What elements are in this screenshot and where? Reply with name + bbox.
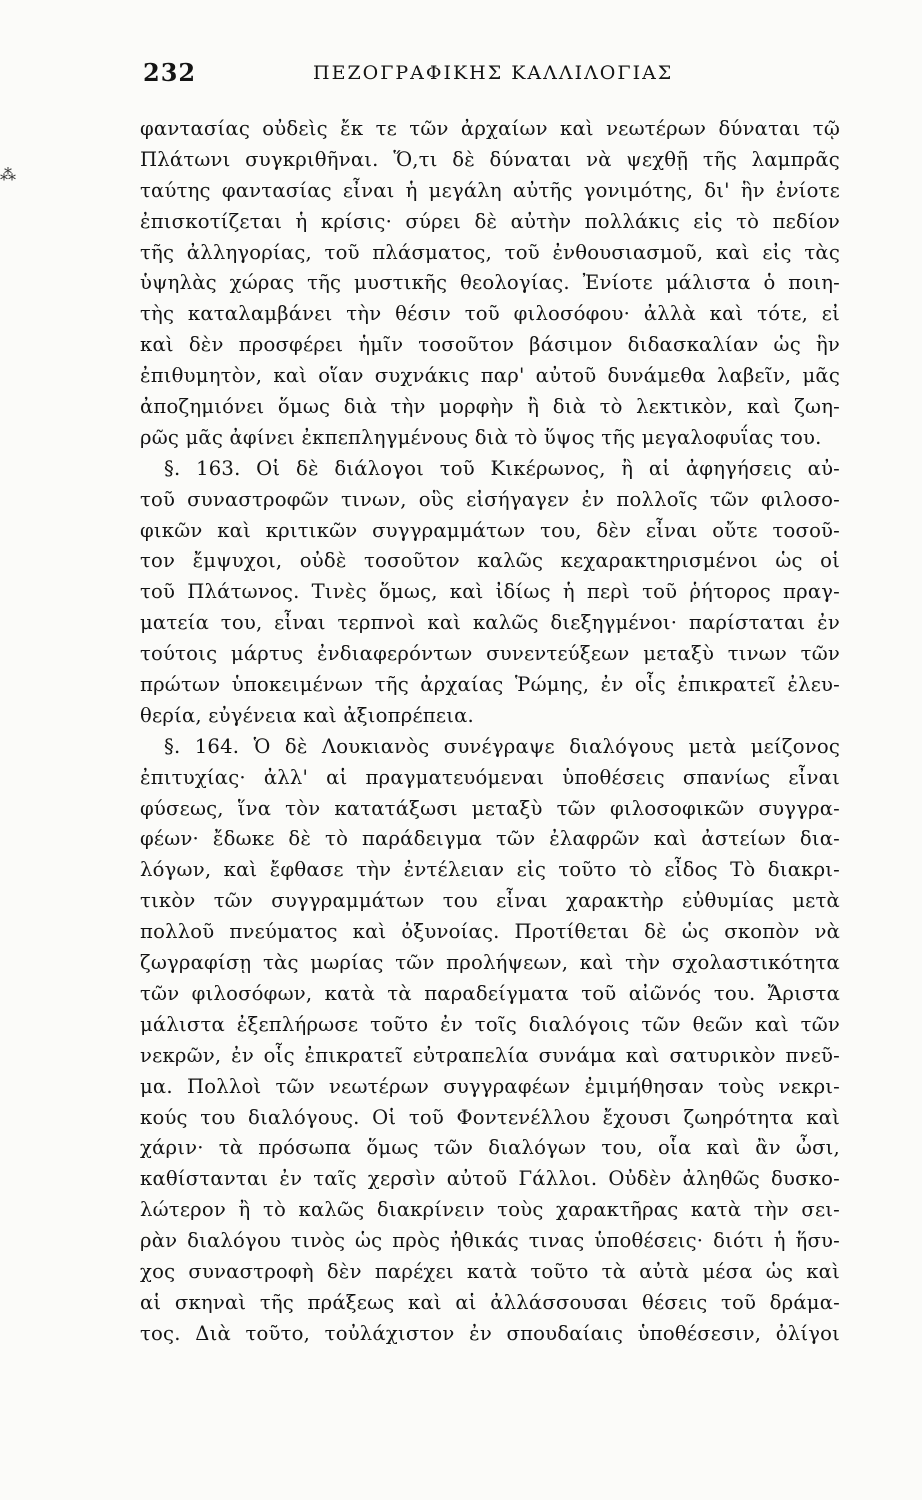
text-line: πρώτων ὑποκειμένων τῆς ἀρχαίας Ῥώμης, ἐν οἷς ἐπικρατεῖ ἐλευ-	[140, 673, 840, 697]
text-line: ἐπιτυχίας· ἀλλ' αἱ πραγματευόμεναι ὑποθέσεις σπανίως εἶναι	[140, 765, 840, 789]
text-line: τῆς ἀλληγορίας, τοῦ πλάσματος, τοῦ ἐνθουσιασμοῦ, καὶ εἰς τὰς	[140, 240, 840, 264]
text-line: τοῦ συναστροφῶν τινων, οὓς εἰσήγαγεν ἐν πολλοῖς τῶν φιλοσο-	[140, 487, 840, 511]
margin-mark: ⁂	[0, 165, 16, 184]
section-164-start: §. 164. Ὁ δὲ Λουκιανὸς συνέγραψε διαλόγους μετὰ μείζονος	[164, 734, 840, 758]
text-line: ὑψηλὰς χώρας τῆς μυστικῆς θεολογίας. Ἐνίοτε μάλιστα ὁ ποιη-	[140, 271, 840, 295]
text-line: ρῶς μᾶς ἀφίνει ἐκπεπληγμένους διὰ τὸ ὕψος τῆς μεγαλοφυΐας του.	[140, 425, 822, 449]
text-line: ρὰν διαλόγου τινὸς ὡς πρὸς ἠθικάς τινας ὑποθέσεις· διότι ἡ ἥσυ-	[140, 1229, 840, 1253]
text-line: ἀποζημιόνει ὅμως διὰ τὴν μορφὴν ἢ διὰ τὸ λεκτικὸν, καὶ ζωη-	[140, 395, 840, 419]
text-line: λόγων, καὶ ἔφθασε τὴν ἐντέλειαν εἰς τοῦτο τὸ εἶδος Τὸ διακρι-	[140, 858, 840, 882]
text-line: τοῦ Πλάτωνος. Τινὲς ὅμως, καὶ ἰδίως ἡ περὶ τοῦ ῥήτορος πραγ-	[140, 580, 840, 604]
text-line: τικὸν τῶν συγγραμμάτων του εἶναι χαρακτὴρ εὐθυμίας μετὰ	[140, 889, 840, 913]
text-line: φαντασίας οὐδεὶς ἔκ τε τῶν ἀρχαίων καὶ νεωτέρων δύναται τῷ	[140, 117, 840, 140]
text-line: φέων· ἔδωκε δὲ τὸ παράδειγμα τῶν ἐλαφρῶν καὶ ἀστείων δια-	[140, 827, 840, 851]
text-line: τούτοις μάρτυς ἐνδιαφερόντων συνεντεύξεων μεταξὺ τινων τῶν	[140, 642, 840, 666]
text-line: κούς του διαλόγους. Οἱ τοῦ Φοντενέλλου ἔχουσι ζωηρότητα καὶ	[140, 1105, 840, 1129]
text-line: λώτερον ἢ τὸ καλῶς διακρίνειν τοὺς χαρακτῆρας κατὰ τὴν σει-	[140, 1198, 840, 1222]
text-line: χος συναστροφὴ δὲν παρέχει κατὰ τοῦτο τὰ αὐτὰ μέσα ὡς καὶ	[140, 1259, 840, 1283]
text-line: ἐπιθυμητὸν, καὶ οἵαν συχνάκις παρ' αὐτοῦ δυνάμεθα λαβεῖν, μᾶς	[140, 364, 840, 388]
text-line: τῶν φιλοσόφων, κατὰ τὰ παραδείγματα τοῦ αἰῶνός του. Ἄριστα	[140, 981, 840, 1005]
text-line: νεκρῶν, ἐν οἷς ἐπικρατεῖ εὐτραπελία συνάμα καὶ σατυρικὸν πνεῦ-	[140, 1043, 840, 1067]
text-line: φύσεως, ἵνα τὸν κατατάξωσι μεταξὺ τῶν φιλοσοφικῶν συγγρα-	[140, 796, 840, 820]
text-line: φικῶν καὶ κριτικῶν συγγραμμάτων του, δὲν εἶναι οὔτε τοσοῦ-	[140, 518, 840, 542]
running-head: ΠΕΖΟΓΡΑΦΙΚΗΣ ΚΑΛΛΙΛΟΓΙΑΣ	[313, 62, 674, 84]
text-line: χάριν· τὰ πρόσωπα ὅμως τῶν διαλόγων του, οἷα καὶ ἂν ὦσι,	[140, 1136, 840, 1160]
text-line: πολλοῦ πνεύματος καὶ ὀξυνοίας. Προτίθεται δὲ ὡς σκοπὸν νὰ	[140, 920, 840, 944]
text-line: Πλάτωνι συγκριθῆναι. Ὅ,τι δὲ δύναται νὰ ψεχθῇ τῆς λαμπρᾶς	[140, 147, 840, 171]
text-line: μάλιστα ἐξεπλήρωσε τοῦτο ἐν τοῖς διαλόγοις τῶν θεῶν καὶ τῶν	[140, 1012, 840, 1036]
text-line: τος. Διὰ τοῦτο, τοὐλάχιστον ἐν σπουδαίαις ὑποθέσεσιν, ὀλίγοι	[140, 1321, 840, 1345]
text-line: αἱ σκηναὶ τῆς πράξεως καὶ αἱ ἀλλάσσουσαι θέσεις τοῦ δράμα-	[140, 1290, 840, 1314]
page-header	[143, 58, 823, 98]
section-163-start: §. 163. Οἱ δὲ διάλογοι τοῦ Κικέρωνος, ἢ αἱ ἀφηγήσεις αὐ-	[164, 456, 840, 480]
text-line: τον ἔμψυχοι, οὐδὲ τοσοῦτον καλῶς κεχαρακτηρισμένοι ὡς οἱ	[140, 549, 840, 573]
text-line: μα. Πολλοὶ τῶν νεωτέρων συγγραφέων ἐμιμήθησαν τοὺς νεκρι-	[140, 1074, 840, 1098]
text-line: ματεία του, εἶναι τερπνοὶ καὶ καλῶς διεξηγμένοι· παρίσταται ἐν	[140, 611, 840, 635]
text-line: καθίστανται ἐν ταῖς χερσὶν αὐτοῦ Γάλλοι. Οὐδὲν ἀληθῶς δυσκο-	[140, 1167, 840, 1191]
text-line: ταύτης φαντασίας εἶναι ἡ μεγάλη αὐτῆς γονιμότης, δι' ἣν ἐνίοτε	[140, 178, 840, 202]
page-number: 232	[143, 58, 197, 87]
text-line: ζωγραφίσῃ τὰς μωρίας τῶν προλήψεων, καὶ τὴν σχολαστικότητα	[140, 951, 840, 975]
text-line: ἐπισκοτίζεται ἡ κρίσις· σύρει δὲ αὐτὴν πολλάκις εἰς τὸ πεδίον	[140, 209, 840, 233]
text-line: τὴς καταλαμβάνει τὴν θέσιν τοῦ φιλοσόφου· ἀλλὰ καὶ τότε, εἰ	[140, 302, 840, 326]
body-text	[140, 114, 840, 1350]
text-line: θερία, εὐγένεια καὶ ἀξιοπρέπεια.	[140, 703, 474, 727]
text-line: καὶ δὲν προσφέρει ἡμῖν τοσοῦτον βάσιμον διδασκαλίαν ὡς ἣν	[140, 333, 840, 357]
